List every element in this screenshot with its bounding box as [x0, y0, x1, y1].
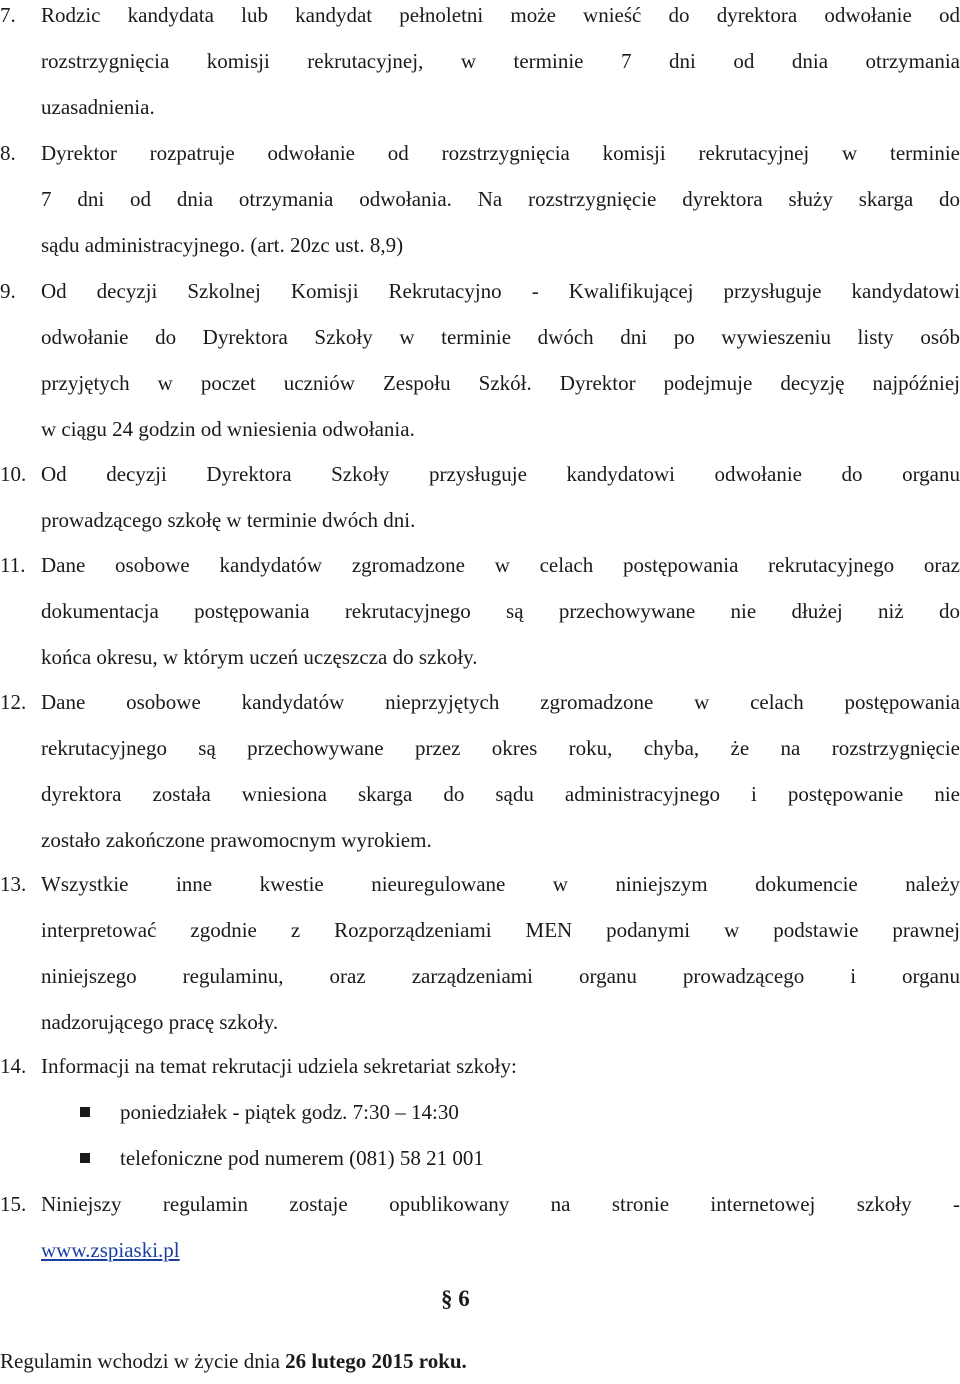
item-line: Od decyzji Dyrektora Szkoły przysługuje kandydatowi odwołanie do organu — [41, 462, 960, 486]
item-line: rekrutacyjnego są przechowywane przez okres roku, chyba, że na rozstrzygnięcie — [41, 736, 960, 760]
item-line: Dyrektor rozpatruje odwołanie od rozstrzygnięcia komisji rekrutacyjnej w terminie — [41, 141, 960, 165]
item-line: Informacji na temat rekrutacji udziela sekretariat szkoły: — [41, 1054, 517, 1078]
effective-date-prefix: Regulamin wchodzi w życie dnia — [0, 1349, 286, 1373]
item-line: nadzorującego pracę szkoły. — [41, 1010, 279, 1034]
item-line: niniejszego regulaminu, oraz zarządzeniami organu prowadzącego i organu — [41, 964, 960, 988]
effective-date-statement — [0, 1338, 467, 1384]
bullet-item — [0, 1089, 960, 1135]
item-line: Dane osobowe kandydatów zgromadzone w celach postępowania rekrutacyjnego oraz — [41, 553, 960, 577]
bullet-item — [0, 1135, 960, 1181]
item-line: 7 dni od dnia otrzymania odwołania. Na rozstrzygnięcie dyrektora służy skarga do — [41, 187, 960, 211]
item-line: przyjętych w poczet uczniów Zespołu Szkół. Dyrektor podejmuje decyzję najpóźniej — [41, 371, 960, 395]
office-hours-text: poniedziałek - piątek godz. 7:30 – 14:30 — [120, 1100, 459, 1124]
square-bullet-icon — [80, 1107, 90, 1117]
item-line: dyrektora została wniesiona skarga do sądu administracyjnego i postępowanie nie — [41, 782, 960, 806]
item-line: w ciągu 24 godzin od wniesienia odwołania. — [41, 417, 415, 441]
item-line: uzasadnienia. — [41, 95, 155, 119]
item-number: 11. — [0, 553, 26, 577]
item-line: sądu administracyjnego. (art. 20zc ust. 8,9) — [41, 233, 404, 257]
phone-number-text: telefoniczne pod numerem (081) 58 21 001 — [120, 1146, 484, 1170]
item-number: 15. — [0, 1192, 27, 1216]
item-line: interpretować zgodnie z Rozporządzeniami MEN podanymi w podstawie prawnej — [41, 918, 960, 942]
item-line: Niniejszy regulamin zostaje opublikowany na stronie internetowej szkoły - — [41, 1192, 960, 1216]
item-number: 12. — [0, 690, 27, 714]
item-line: Dane osobowe kandydatów nieprzyjętych zgromadzone w celach postępowania — [41, 690, 960, 714]
item-number: 10. — [0, 462, 27, 486]
item-line: Rodzic kandydata lub kandydat pełnoletni może wnieść do dyrektora odwołanie od — [41, 3, 960, 27]
section-heading: § 6 — [441, 1286, 470, 1311]
item-line: Wszystkie inne kwestie nieuregulowane w niniejszym dokumencie należy — [41, 872, 960, 896]
item-number: 9. — [0, 279, 16, 303]
item-number: 7. — [0, 3, 16, 27]
item-number: 8. — [0, 141, 16, 165]
item-line: rozstrzygnięcia komisji rekrutacyjnej, w terminie 7 dni od dnia otrzymania — [41, 49, 960, 73]
school-website-link[interactable]: www.zspiaski.pl — [41, 1238, 180, 1262]
item-number: 13. — [0, 872, 27, 896]
item-number: 14. — [0, 1054, 27, 1078]
item-line: odwołanie do Dyrektora Szkoły w terminie dwóch dni po wywieszeniu listy osób — [41, 325, 960, 349]
item-line: dokumentacja postępowania rekrutacyjnego są przechowywane nie dłużej niż do — [41, 599, 960, 623]
effective-date-value: 26 lutego 2015 roku. — [285, 1349, 467, 1373]
item-line: prowadzącego szkołę w terminie dwóch dni. — [41, 508, 416, 532]
item-line: końca okresu, w którym uczeń uczęszcza do szkoły. — [41, 645, 478, 669]
item-line: Od decyzji Szkolnej Komisji Rekrutacyjno - Kwalifikującej przysługuje kandydatowi — [41, 279, 960, 303]
square-bullet-icon — [80, 1153, 90, 1163]
item-line: zostało zakończone prawomocnym wyrokiem. — [41, 828, 432, 852]
